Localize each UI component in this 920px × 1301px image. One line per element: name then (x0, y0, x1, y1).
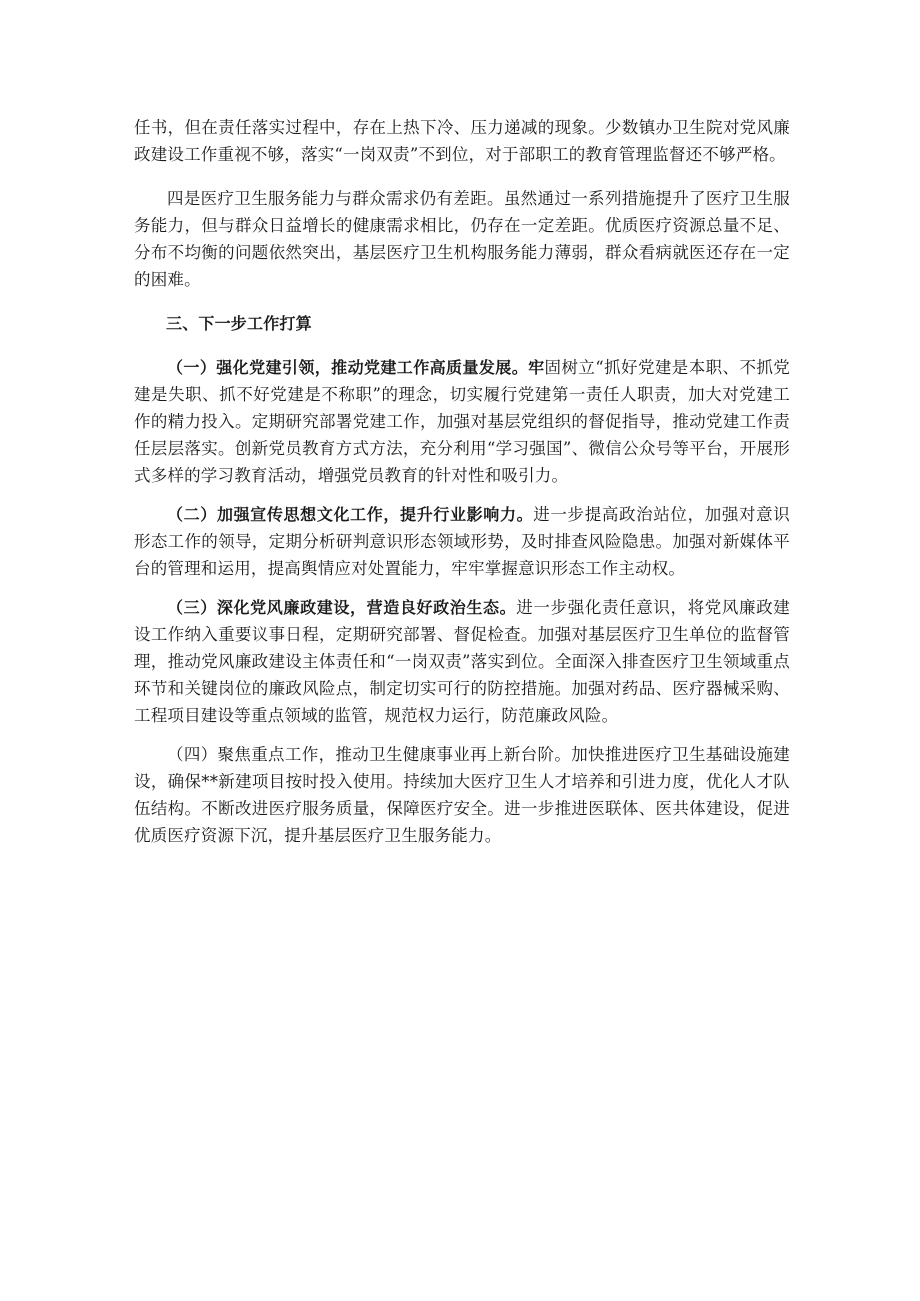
paragraph-item-2 (134, 501, 790, 582)
document-body (134, 114, 790, 849)
item-1-body: 固树立“抓好党建是本职、不抓党建是失职、抓不好党建是不称职”的理念，切实履行党建第一责任人职责，加大对党建工作的精力投入。定期研究部署党建工作，加强对基层党组织的督促指导，推动党建工作责任层层落实。创新党员教育方式方法，充分利用“学习强国”、微信公众号等平台，开展形式多样的学习教育活动，增强党员教育的针对性和吸引力。 (134, 358, 790, 485)
paragraph-item-3 (134, 594, 790, 729)
item-2-lead: （二）加强宣传思想文化工作，提升行业影响力。 (167, 505, 534, 524)
item-2-body: 进一步提高政治站位，加强对意识形态工作的领导，定期分析研判意识形态领域形势，及时排查风险隐患。加强对新媒体平台的管理和运用，提高舆情应对处置能力，牢牢掌握意识形态工作主动权。 (134, 505, 791, 578)
item-3-body: 进一步强化责任意识，将党风廉政建设工作纳入重要议事日程，定期研究部署、督促检查。加强对基层医疗卫生单位的监督管理，推动党风廉政建设主体责任和“一岗双责”落实到位。全面深入排查医疗卫生领域重点环节和关键岗位的廉政风险点，制定切实可行的防控措施。加强对药品、医疗器械采购、工程项目建设等重点领域的监管，规范权力运行，防范廉政风险。 (134, 598, 790, 725)
item-1-lead: （一）强化党建引领，推动党建工作高质量发展。牢 (167, 358, 545, 377)
paragraph-item-4: （四）聚焦重点工作，推动卫生健康事业再上新台阶。加快推进医疗卫生基础设施建设，确保**新建项目按时投入使用。持续加大医疗卫生人才培养和引进力度，优化人才队伍结构。不断改进医疗服务质量，保障医疗安全。进一步推进医联体、医共体建设，促进优质医疗资源下沉，提升基层医疗卫生服务能力。 (134, 745, 790, 845)
item-3-lead: （三）深化党风廉政建设，营造良好政治生态。 (167, 598, 517, 617)
paragraph-service-gap: 四是医疗卫生服务能力与群众需求仍有差距。虽然通过一系列措施提升了医疗卫生服务能力，但与群众日益增长的健康需求相比，仍存在一定差距。优质医疗资源总量不足、分布不均衡的问题依然突出，基层医疗卫生机构服务能力薄弱，群众看病就医还存在一定的困难。 (134, 189, 790, 289)
paragraph-responsibility-issue: 任书，但在责任落实过程中，存在上热下冷、压力递减的现象。少数镇办卫生院对党风廉政建设工作重视不够，落实“一岗双责”不到位，对于部职工的教育管理监督还不够严格。 (134, 118, 790, 164)
paragraph-item-1 (134, 354, 790, 489)
section-heading-next-steps: 三、下一步工作打算 (166, 314, 312, 333)
